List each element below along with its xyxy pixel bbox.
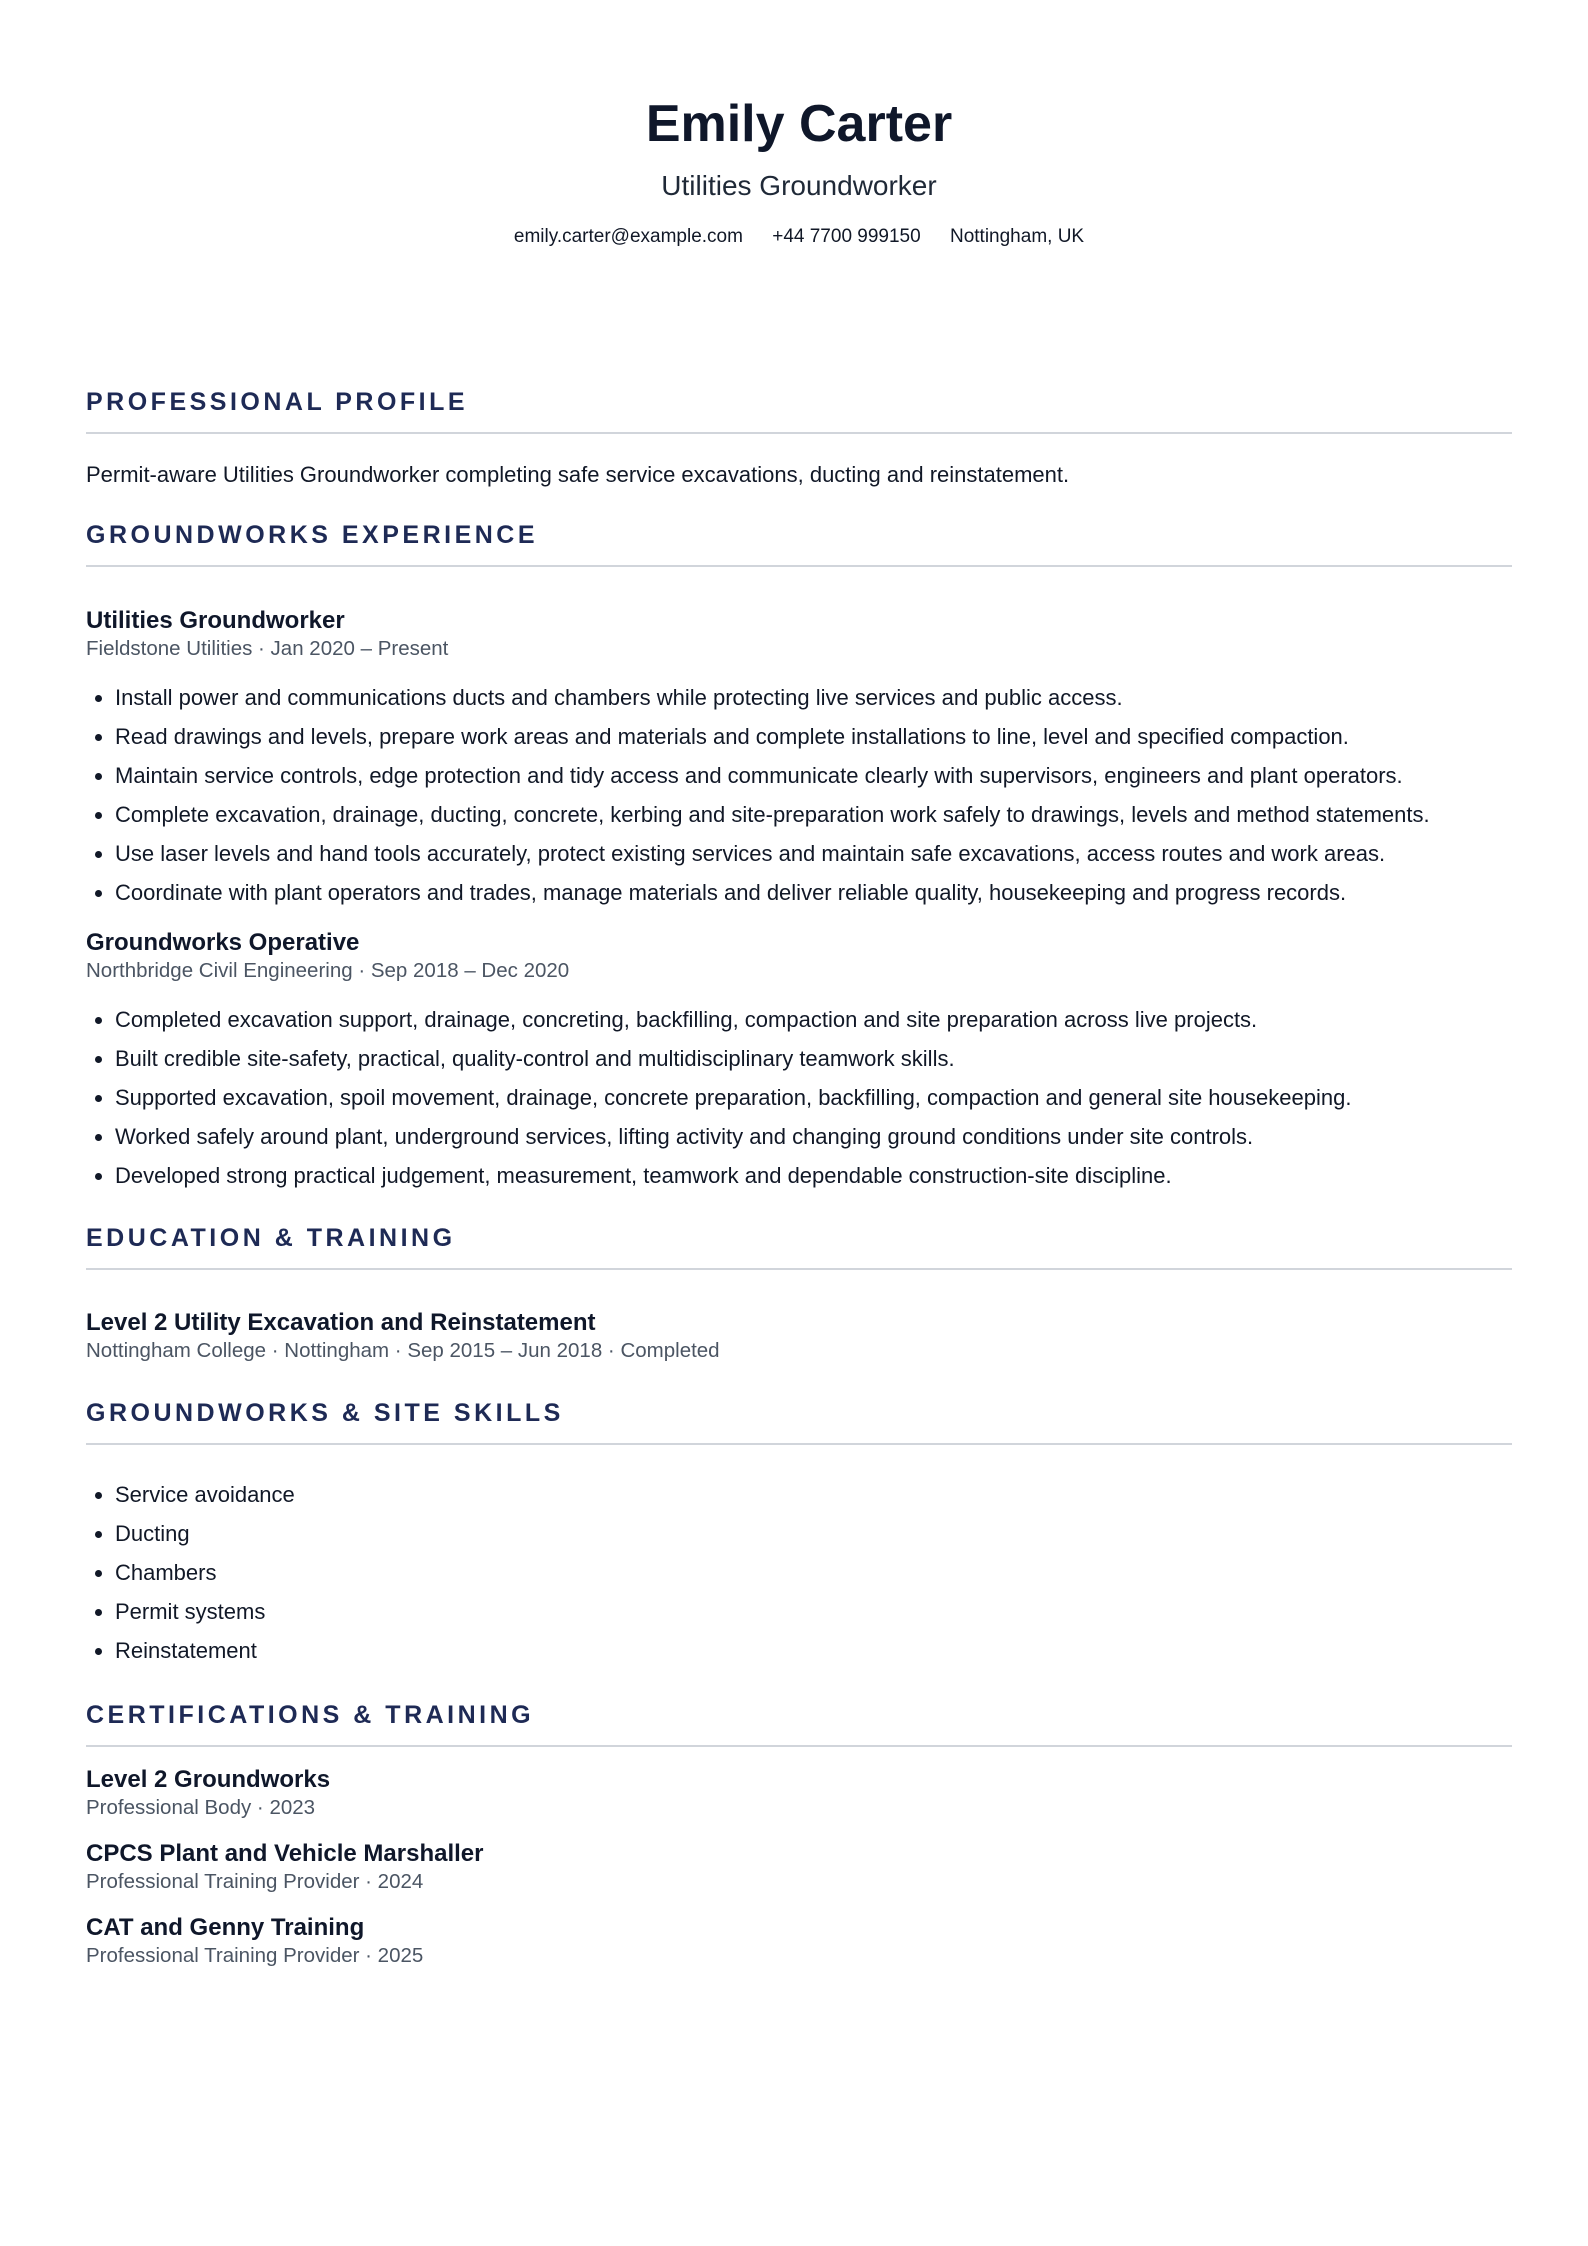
job-meta: Fieldstone Utilities · Jan 2020 – Present	[86, 637, 449, 660]
section-title-certifications: CERTIFICATIONS & TRAINING	[86, 1701, 535, 1729]
job-role: Utilities Groundworker	[86, 607, 345, 634]
section-title-profile: PROFESSIONAL PROFILE	[86, 388, 469, 416]
section-education	[86, 1223, 1512, 1364]
section-divider	[86, 432, 1512, 434]
section-title-skills: GROUNDWORKS & SITE SKILLS	[86, 1399, 564, 1427]
certification-meta: Professional Body · 2023	[86, 1796, 316, 1819]
certification-meta: Professional Training Provider · 2024	[86, 1870, 424, 1893]
certification-entry	[86, 1765, 1512, 1821]
job-bullet: Use laser levels and hand tools accurately, protect existing services and maintain safe excavations, access routes and work areas.	[115, 834, 1512, 873]
job-bullet: Worked safely around plant, underground services, lifting activity and changing ground conditions under site controls.	[115, 1117, 1512, 1156]
job-role: Groundworks Operative	[86, 929, 360, 956]
certification-entry	[86, 1913, 1512, 1969]
job-bullet: Maintain service controls, edge protection and tidy access and communicate clearly with supervisors, engineers and plant operators.	[115, 756, 1512, 795]
skills-list	[86, 1475, 1512, 1670]
section-experience	[86, 520, 1512, 1195]
resume-page	[86, 0, 1512, 1969]
job-bullet: Coordinate with plant operators and trades, manage materials and deliver reliable quality, housekeeping and progress records.	[115, 873, 1512, 912]
section-profile	[86, 387, 1512, 490]
candidate-name: Emily Carter	[645, 95, 953, 153]
job-bullets	[86, 1000, 1512, 1195]
section-divider	[86, 565, 1512, 567]
resume-header	[86, 0, 1512, 249]
contact-location: Nottingham, UK	[949, 226, 1085, 247]
job-entry	[86, 606, 1512, 912]
section-divider	[86, 1745, 1512, 1747]
candidate-headline: Utilities Groundworker	[661, 170, 937, 201]
certification-name: Level 2 Groundworks	[86, 1766, 331, 1793]
job-bullets	[86, 678, 1512, 912]
contact-email[interactable]: emily.carter@example.com	[513, 226, 743, 247]
contact-line	[86, 225, 1512, 249]
profile-summary: Permit-aware Utilities Groundworker completing safe service excavations, ducting and reinstatement.	[86, 462, 1070, 487]
section-skills	[86, 1398, 1512, 1670]
certification-name: CAT and Genny Training	[86, 1914, 365, 1941]
section-title-education: EDUCATION & TRAINING	[86, 1224, 456, 1252]
contact-phone[interactable]: +44 7700 999150	[772, 226, 921, 247]
skill-item: Chambers	[115, 1553, 1512, 1592]
section-certifications	[86, 1700, 1512, 1969]
section-divider	[86, 1443, 1512, 1445]
section-title-experience: GROUNDWORKS EXPERIENCE	[86, 521, 539, 549]
job-bullet: Completed excavation support, drainage, concreting, backfilling, compaction and site preparation across live projects.	[115, 1000, 1512, 1039]
certification-entry	[86, 1839, 1512, 1895]
job-bullet: Supported excavation, spoil movement, drainage, concrete preparation, backfilling, compaction and general site housekeeping.	[115, 1078, 1512, 1117]
skill-item: Permit systems	[115, 1592, 1512, 1631]
job-entry	[86, 928, 1512, 1195]
job-bullet: Complete excavation, drainage, ducting, concrete, kerbing and site-preparation work safely to drawings, levels and method statements.	[115, 795, 1512, 834]
skill-item: Service avoidance	[115, 1475, 1512, 1514]
job-meta: Northbridge Civil Engineering · Sep 2018 – Dec 2020	[86, 959, 570, 982]
education-meta: Nottingham College · Nottingham · Sep 2015 – Jun 2018 · Completed	[86, 1339, 720, 1362]
job-bullet: Developed strong practical judgement, measurement, teamwork and dependable construction-site discipline.	[115, 1156, 1512, 1195]
job-bullet: Read drawings and levels, prepare work areas and materials and complete installations to line, level and specified compaction.	[115, 717, 1512, 756]
certification-meta: Professional Training Provider · 2025	[86, 1944, 424, 1967]
certification-name: CPCS Plant and Vehicle Marshaller	[86, 1840, 484, 1867]
job-bullet: Built credible site-safety, practical, quality-control and multidisciplinary teamwork skills.	[115, 1039, 1512, 1078]
education-qualification: Level 2 Utility Excavation and Reinstatement	[86, 1309, 596, 1336]
skill-item: Ducting	[115, 1514, 1512, 1553]
job-bullet: Install power and communications ducts and chambers while protecting live services and public access.	[115, 678, 1512, 717]
section-divider	[86, 1268, 1512, 1270]
education-entry	[86, 1308, 1512, 1364]
skill-item: Reinstatement	[115, 1631, 1512, 1670]
